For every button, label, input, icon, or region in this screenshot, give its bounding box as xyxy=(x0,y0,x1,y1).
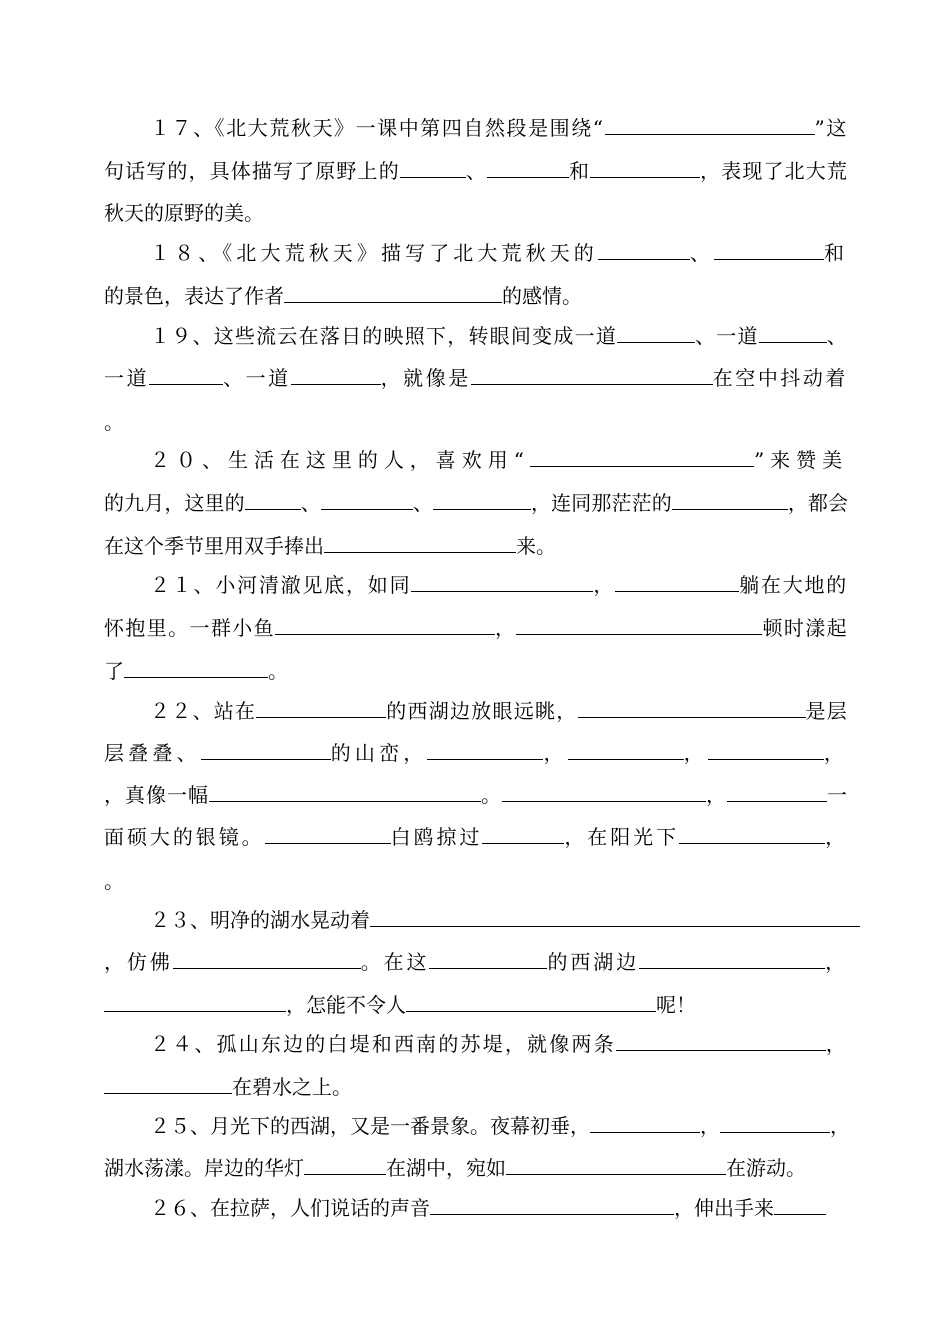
question-text: 和 xyxy=(824,241,849,265)
answer-blank[interactable] xyxy=(209,781,481,802)
answer-blank[interactable] xyxy=(774,1194,826,1215)
question-text: ， xyxy=(683,741,708,765)
answer-blank[interactable] xyxy=(720,1112,830,1133)
question-text: ， xyxy=(825,1032,848,1056)
question-19-line-1 xyxy=(150,322,848,350)
question-text: 了 xyxy=(104,659,124,683)
question-21-line-1 xyxy=(150,571,848,599)
question-text: 一道 xyxy=(104,366,150,390)
answer-blank[interactable] xyxy=(568,739,684,760)
question-text: 的西湖边放眼远眺， xyxy=(386,699,578,723)
question-text: 一 xyxy=(827,783,848,807)
question-text: 、 xyxy=(300,491,321,515)
answer-blank[interactable] xyxy=(506,1154,726,1175)
question-text: 的感情。 xyxy=(502,284,582,308)
question-23-line-1 xyxy=(150,906,860,934)
question-text: 秋天的原野的美。 xyxy=(104,201,264,225)
question-text: ， xyxy=(593,573,616,597)
question-text: 来。 xyxy=(516,534,556,558)
question-25-line-1 xyxy=(150,1112,850,1140)
question-text: ２６、在拉萨，人们说话的声音 xyxy=(150,1196,430,1220)
question-text: 和 xyxy=(568,159,591,183)
question-20-line-2 xyxy=(104,489,848,517)
question-text: ，表现了北大荒 xyxy=(700,159,849,183)
answer-blank[interactable] xyxy=(471,364,713,385)
question-text: 、 xyxy=(465,159,487,183)
question-23-line-3 xyxy=(104,991,696,1019)
question-19-line-3 xyxy=(104,408,124,436)
answer-blank[interactable] xyxy=(429,948,547,969)
question-text: 呢！ xyxy=(656,993,696,1017)
question-text: ２０、生活在这里的人，喜欢用“ xyxy=(150,448,530,472)
question-24-line-1 xyxy=(150,1030,848,1058)
question-text: ”这 xyxy=(814,116,848,140)
question-20-line-1 xyxy=(150,446,848,474)
answer-blank[interactable] xyxy=(304,1154,386,1175)
answer-blank[interactable] xyxy=(616,1030,826,1051)
question-17-line-2 xyxy=(104,157,848,185)
question-text: ，怎能不令人 xyxy=(286,993,406,1017)
answer-blank[interactable] xyxy=(605,114,815,135)
answer-blank[interactable] xyxy=(578,697,806,718)
question-21-line-2 xyxy=(104,614,848,642)
question-text: ， xyxy=(543,741,568,765)
question-text: 的西湖边 xyxy=(547,950,640,974)
answer-blank[interactable] xyxy=(598,239,690,260)
answer-blank[interactable] xyxy=(245,489,301,510)
question-text: 层叠叠、 xyxy=(104,741,201,765)
answer-blank[interactable] xyxy=(173,948,361,969)
question-text: ２３、明净的湖水晃动着 xyxy=(150,908,370,932)
question-text: ， xyxy=(830,1114,850,1138)
question-text: ， xyxy=(825,950,849,974)
answer-blank[interactable] xyxy=(406,991,656,1012)
answer-blank[interactable] xyxy=(482,823,564,844)
question-text: 、 xyxy=(826,324,848,348)
answer-blank[interactable] xyxy=(370,906,860,927)
answer-blank[interactable] xyxy=(672,489,788,510)
question-22-line-3 xyxy=(104,781,848,809)
answer-blank[interactable] xyxy=(617,322,695,343)
question-text: 白鸥掠过 xyxy=(390,825,483,849)
question-text: ， xyxy=(706,783,727,807)
question-text: ，仿佛 xyxy=(104,950,173,974)
question-text: ，连同那茫茫的 xyxy=(531,491,672,515)
answer-blank[interactable] xyxy=(321,489,413,510)
question-text: ，都会 xyxy=(787,491,849,515)
answer-blank[interactable] xyxy=(324,532,516,553)
answer-blank[interactable] xyxy=(516,614,762,635)
answer-blank[interactable] xyxy=(487,157,569,178)
question-23-line-2 xyxy=(104,948,848,976)
answer-blank[interactable] xyxy=(714,239,824,260)
question-17-line-1 xyxy=(150,114,848,142)
answer-blank[interactable] xyxy=(124,657,268,678)
question-text: 顿时漾起 xyxy=(762,616,848,640)
question-22-line-5 xyxy=(104,867,124,895)
question-text: 。 xyxy=(104,869,124,893)
answer-blank[interactable] xyxy=(427,739,543,760)
question-20-line-3 xyxy=(104,532,556,560)
answer-blank[interactable] xyxy=(502,781,706,802)
question-text: 的山峦， xyxy=(330,741,428,765)
answer-blank[interactable] xyxy=(679,823,825,844)
question-text: ，伸出手来 xyxy=(674,1196,774,1220)
question-19-line-2 xyxy=(104,364,848,392)
question-text: 在这个季节里用双手捧出 xyxy=(104,534,324,558)
question-text: ２１、小河清澈见底，如同 xyxy=(150,573,412,597)
question-text: 是层 xyxy=(805,699,848,723)
question-text: 在碧水之上。 xyxy=(232,1075,352,1099)
question-24-line-2 xyxy=(104,1073,352,1101)
question-text: １７、《北大荒秋天》一课中第四自然段是围绕“ xyxy=(150,116,605,140)
question-text: ，就像是 xyxy=(380,366,471,390)
answer-blank[interactable] xyxy=(104,1073,232,1094)
answer-blank[interactable] xyxy=(149,364,223,385)
question-text: 、一道 xyxy=(695,324,759,348)
question-text: １９、这些流云在落日的映照下，转眼间变成一道 xyxy=(150,324,618,348)
question-text: 躺在大地的 xyxy=(739,573,849,597)
question-text: ， xyxy=(825,825,849,849)
question-18-line-2 xyxy=(104,282,582,310)
answer-blank[interactable] xyxy=(530,446,754,467)
question-text: 的景色，表达了作者 xyxy=(104,284,284,308)
question-text: ２５、月光下的西湖，又是一番景象。夜幕初垂， xyxy=(150,1114,590,1138)
question-26-line-1 xyxy=(150,1194,826,1222)
answer-blank[interactable] xyxy=(433,489,531,510)
question-text: 湖水荡漾。岸边的华灯 xyxy=(104,1156,304,1180)
question-text: 、一道 xyxy=(223,366,291,390)
question-text: 、 xyxy=(412,491,434,515)
question-text: ， xyxy=(495,616,517,640)
question-text: 。 xyxy=(104,410,124,434)
question-text: ， xyxy=(700,1114,720,1138)
answer-blank[interactable] xyxy=(104,991,286,1012)
question-text: 在湖中，宛如 xyxy=(386,1156,506,1180)
answer-blank[interactable] xyxy=(411,571,593,592)
question-text: ， xyxy=(823,741,849,765)
answer-blank[interactable] xyxy=(400,157,466,178)
answer-blank[interactable] xyxy=(256,697,386,718)
question-17-line-3 xyxy=(104,199,264,227)
answer-blank[interactable] xyxy=(201,739,331,760)
question-text: 。在这 xyxy=(360,950,430,974)
question-text: 在游动。 xyxy=(726,1156,806,1180)
question-text: １８、《北大荒秋天》描写了北大荒秋天的 xyxy=(150,241,598,265)
question-25-line-2 xyxy=(104,1154,806,1182)
question-text: 。 xyxy=(481,783,502,807)
question-22-line-1 xyxy=(150,697,848,725)
answer-blank[interactable] xyxy=(727,781,827,802)
answer-blank[interactable] xyxy=(639,948,825,969)
answer-blank[interactable] xyxy=(284,282,502,303)
question-text: ，在阳光下 xyxy=(564,825,680,849)
question-text: 在空中抖动着 xyxy=(712,366,848,390)
answer-blank[interactable] xyxy=(759,322,827,343)
question-text: ，真像一幅 xyxy=(104,783,209,807)
answer-blank[interactable] xyxy=(291,364,381,385)
answer-blank[interactable] xyxy=(615,571,739,592)
answer-blank[interactable] xyxy=(430,1194,674,1215)
question-text: 的九月，这里的 xyxy=(104,491,245,515)
question-text: 怀抱里。一群小鱼 xyxy=(104,616,276,640)
question-text: 、 xyxy=(689,241,715,265)
question-text: 。 xyxy=(268,659,288,683)
question-22-line-4 xyxy=(104,823,848,851)
answer-blank[interactable] xyxy=(590,157,700,178)
answer-blank[interactable] xyxy=(590,1112,700,1133)
question-18-line-1 xyxy=(150,239,848,267)
question-text: ”来赞美 xyxy=(753,448,849,472)
question-text: ２２、站在 xyxy=(150,699,257,723)
question-text: 句话写的，具体描写了原野上的 xyxy=(104,159,400,183)
question-22-line-2 xyxy=(104,739,848,767)
question-21-line-3 xyxy=(104,657,288,685)
answer-blank[interactable] xyxy=(265,823,391,844)
answer-blank[interactable] xyxy=(708,739,824,760)
question-text: ２４、孤山东边的白堤和西南的苏堤，就像两条 xyxy=(150,1032,616,1056)
answer-blank[interactable] xyxy=(275,614,495,635)
question-text: 面硕大的银镜。 xyxy=(104,825,265,849)
